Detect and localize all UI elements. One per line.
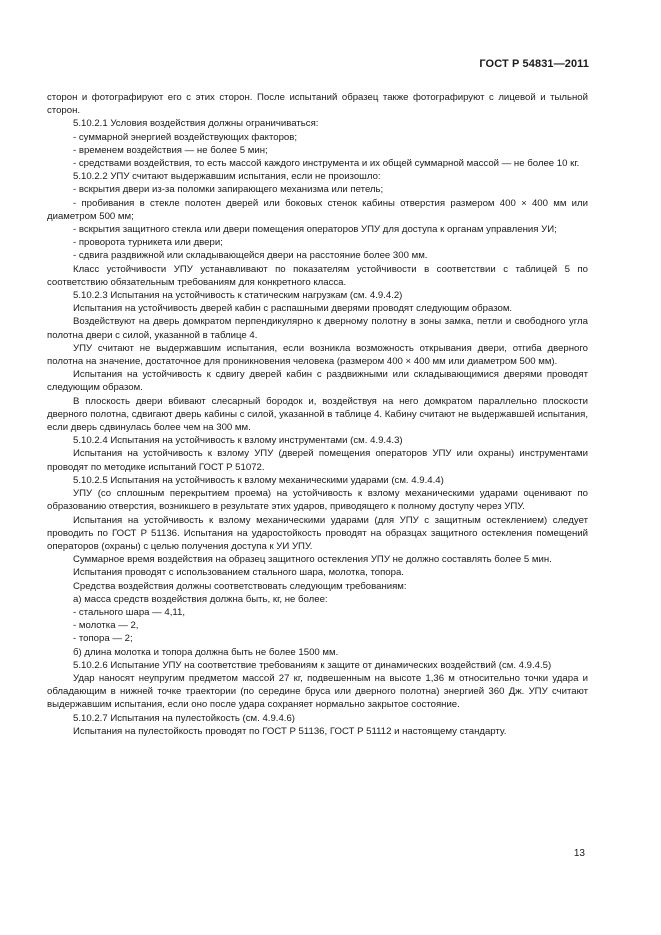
paragraph: В плоскость двери вбивают слесарный бородок и, воздействуя на него домкратом параллельно плоскости дверного полотна, сдвигают дверь кабины с силой, указанной в таблице 4. Кабину считают не выдержавшей испытания, если дверь сдвинулась более чем на 300 мм. [47,395,588,434]
paragraph: 5.10.2.1 Условия воздействия должны ограничиваться: [73,118,319,130]
paragraph: 5.10.2.7 Испытания на пулестойкость (см. 4.9.4.6) [73,712,296,724]
paragraph: Суммарное время воздействия на образец защитного остекления УПУ не должно составлять более 5 мин. [73,554,552,566]
paragraph: - сдвига раздвижной или складывающейся двери на расстояние более 300 мм. [73,250,428,262]
paragraph: - суммарной энергией воздействующих факторов; [73,131,298,143]
paragraph: - топора — 2; [73,633,133,645]
document-body [47,91,588,738]
paragraph: Воздействуют на дверь домкратом перпендикулярно к дверному полотну в зоны замка, петли и свободного угла полотна двери с силой, указанной в таблице 4. [47,316,588,341]
paragraph: Удар наносят неупругим предметом массой 27 кг, подвешенным на высоте 1,36 м относительно точки удара и обладающим в нижней точке траектории (по середине бруса или дверного полотна) энергией 360 Дж. УПУ считают выдержавшим испытания, если оно после удара сохраняет нормально закрытое состояние. [47,672,588,711]
paragraph: - стального шара — 4,11, [73,606,186,618]
paragraph: Испытания на устойчивость дверей кабин с распашными дверями проводят следующим образом. [73,303,513,315]
paragraph: УПУ считают не выдержавшим испытания, если возникла возможность открывания двери, отгиба дверного полотна на значение, достаточное для проникновения человека (размером 400 × 400 мм или диаметром 500 мм). [47,342,588,368]
paragraph: 5.10.2.6 Испытание УПУ на соответствие требованиям к защите от динамических воздействий (см. 4.9.4.5) [73,659,552,671]
paragraph: б) длина молотка и топора должна быть не более 1500 мм. [73,646,339,658]
paragraph: - средствами воздействия, то есть массой каждого инструмента и их общей суммарной массой — не более 10 кг. [73,158,580,170]
paragraph: Испытания на устойчивость к сдвигу дверей кабин с раздвижными или складывающимися дверями проводят следующим образом. [47,369,588,394]
paragraph: - вскрытия двери из-за поломки запирающего механизма или петель; [73,184,384,196]
paragraph: Испытания на устойчивость к взлому механическими ударами (для УПУ с защитным остеклением) следует проводить по ГОСТ Р 51136. Испытания на ударостойкость проводят на образцах защитного остекления помещений операторов (охраны) с целью получения доступа к УИ УПУ. [47,514,588,552]
paragraph: Испытания проводят с использованием стального шара, молотка, топора. [73,567,404,579]
paragraph: - проворота турникета или двери; [73,237,223,249]
paragraph: Средства воздействия должны соответствовать следующим требованиям: [73,580,407,592]
paragraph: 5.10.2.4 Испытания на устойчивость к взлому инструментами (см. 4.9.4.3) [73,435,403,447]
paragraph: а) масса средств воздействия должна быть, кг, не более: [73,593,328,605]
paragraph: - пробивания в стекле полотен дверей или боковых стенок кабины отверстия размером 400 × 400 мм или диаметром 500 мм; [47,197,588,222]
paragraph: 5.10.2.5 Испытания на устойчивость к взлому механическими ударами (см. 4.9.4.4) [73,474,444,486]
page-number: 13 [573,848,585,859]
paragraph: - временем воздействия — не более 5 мин; [73,144,268,156]
paragraph: 5.10.2.2 УПУ считают выдержавшим испытания, если не произошло: [73,171,381,183]
paragraph: сторон и фотографируют его с этих сторон. После испытаний образец также фотографируют с лицевой и тыльной сторон. [47,92,588,117]
document-header: ГОСТ Р 54831—2011 [479,58,589,70]
paragraph: - вскрытия защитного стекла или двери помещения операторов УПУ для доступа к органам управления УИ; [73,224,557,236]
paragraph: Испытания на устойчивость к взлому УПУ (дверей помещения операторов УПУ или охраны) инструментами проводят по методике испытаний ГОСТ Р 51072. [47,448,588,473]
paragraph: Испытания на пулестойкость проводят по ГОСТ Р 51136, ГОСТ Р 51112 и настоящему стандарту. [73,725,507,737]
paragraph: Класс устойчивости УПУ устанавливают по показателям устойчивости в соответствии с таблицей 5 по соответствию обязательным требованиям для конкретного класса. [47,263,588,288]
paragraph: 5.10.2.3 Испытания на устойчивость к статическим нагрузкам (см. 4.9.4.2) [73,290,403,302]
paragraph: - молотка — 2, [73,620,139,632]
paragraph: УПУ (со сплошным перекрытием проема) на устойчивость к взлому механическими ударами оценивают по образованию отверстия, возникшего в результате этих ударов, приводящего к полному доступу через УПУ. [47,488,588,513]
